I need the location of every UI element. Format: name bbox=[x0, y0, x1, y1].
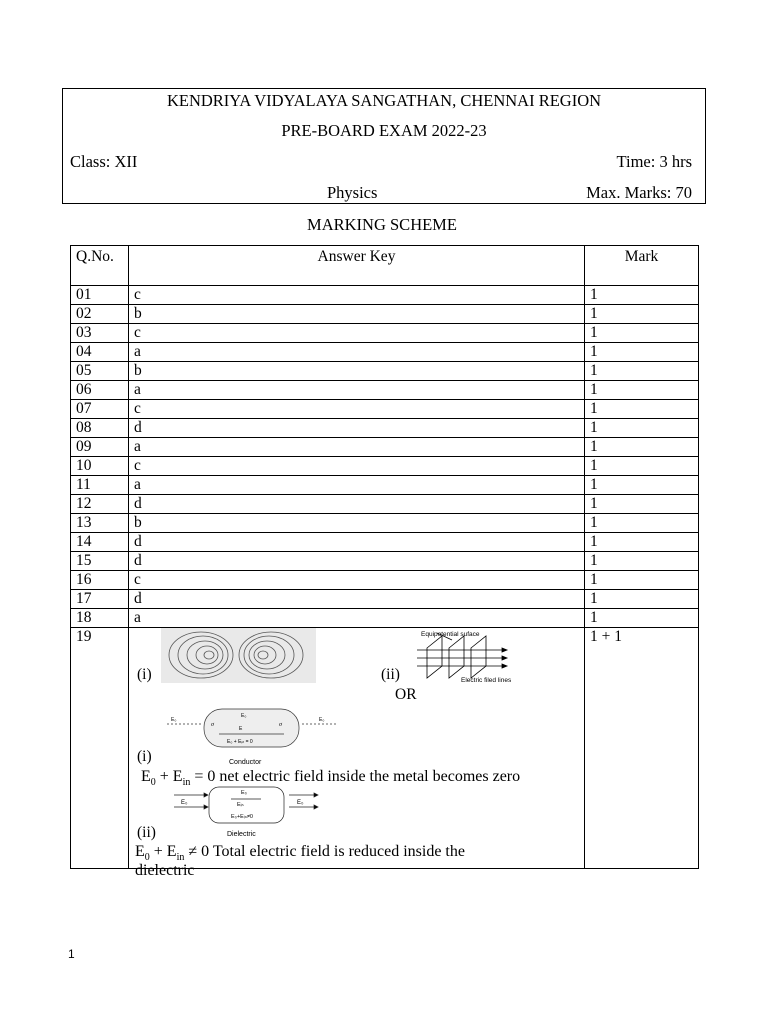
svg-text:E₀ + Eᵢₙ = 0: E₀ + Eᵢₙ = 0 bbox=[227, 739, 253, 745]
svg-text:E₀: E₀ bbox=[241, 790, 247, 796]
dielectric-part-label: (ii) bbox=[137, 824, 156, 841]
table-row bbox=[71, 305, 699, 324]
row-qno: 09 bbox=[71, 438, 129, 457]
marking-scheme-title: MARKING SCHEME bbox=[307, 215, 457, 234]
row-qno: 12 bbox=[71, 495, 129, 514]
q19-part-i-label: (i) bbox=[137, 666, 152, 683]
q19-number: 19 bbox=[71, 628, 129, 869]
table-row bbox=[71, 590, 699, 609]
page-number: 1 bbox=[68, 947, 75, 961]
row-mark: 1 bbox=[585, 609, 699, 628]
row-qno: 11 bbox=[71, 476, 129, 495]
svg-text:E₀: E₀ bbox=[319, 717, 325, 723]
dielectric-eq-rest: ≠ 0 Total electric field is reduced inside the bbox=[188, 843, 465, 860]
conductor-eq-rest: = 0 net electric field inside the metal becomes zero bbox=[194, 768, 521, 785]
class-label: Class: XII bbox=[70, 152, 138, 171]
row-mark: 1 bbox=[585, 476, 699, 495]
svg-text:E₀+Eᵢₙ≠0: E₀+Eᵢₙ≠0 bbox=[231, 814, 253, 820]
row-answer: b bbox=[129, 362, 585, 381]
equipotential-charges-figure bbox=[161, 628, 316, 683]
table-row bbox=[71, 381, 699, 400]
row-mark: 1 bbox=[585, 514, 699, 533]
row-qno: 14 bbox=[71, 533, 129, 552]
row-qno: 18 bbox=[71, 609, 129, 628]
row-mark: 1 bbox=[585, 324, 699, 343]
row-qno: 03 bbox=[71, 324, 129, 343]
row-answer: c bbox=[129, 324, 585, 343]
row-mark: 1 bbox=[585, 457, 699, 476]
equipotential-surface-label: Equipotential suface bbox=[421, 631, 480, 638]
dielectric-figure bbox=[169, 785, 319, 825]
table-row bbox=[71, 571, 699, 590]
row-qno: 17 bbox=[71, 590, 129, 609]
row-answer: c bbox=[129, 286, 585, 305]
table-row bbox=[71, 419, 699, 438]
dielectric-label: Dielectric bbox=[227, 831, 256, 838]
q19-mark: 1 + 1 bbox=[585, 628, 699, 869]
header-qno: Q.No. bbox=[71, 246, 129, 286]
row-qno: 07 bbox=[71, 400, 129, 419]
row-qno: 01 bbox=[71, 286, 129, 305]
conductor-figure bbox=[159, 706, 344, 754]
max-marks-label: Max. Marks: 70 bbox=[586, 183, 692, 202]
svg-text:σ: σ bbox=[211, 722, 214, 728]
q19-answer-cell bbox=[129, 628, 585, 879]
row-qno: 04 bbox=[71, 343, 129, 362]
row-mark: 1 bbox=[585, 343, 699, 362]
row-mark: 1 bbox=[585, 286, 699, 305]
table-row-q19 bbox=[71, 628, 699, 869]
row-answer: a bbox=[129, 343, 585, 362]
row-qno: 13 bbox=[71, 514, 129, 533]
dielectric-equation: $E_0 + E_{in} \ne 0$ Total electric field is reduced inside the bbox=[135, 843, 465, 864]
header-answer-key: Answer Key bbox=[129, 246, 585, 286]
row-answer: a bbox=[129, 381, 585, 400]
svg-text:E₀: E₀ bbox=[181, 800, 188, 806]
field-lines-label: Electric filed lines bbox=[461, 677, 512, 684]
row-answer: d bbox=[129, 495, 585, 514]
table-row bbox=[71, 495, 699, 514]
exam-header-box bbox=[62, 88, 706, 204]
row-mark: 1 bbox=[585, 552, 699, 571]
svg-text:E₀: E₀ bbox=[241, 713, 247, 719]
row-answer: d bbox=[129, 419, 585, 438]
row-mark: 1 bbox=[585, 438, 699, 457]
row-answer: a bbox=[129, 476, 585, 495]
row-mark: 1 bbox=[585, 362, 699, 381]
row-mark: 1 bbox=[585, 495, 699, 514]
table-row bbox=[71, 324, 699, 343]
row-answer: a bbox=[129, 609, 585, 628]
q19-part-ii-label: (ii) bbox=[381, 666, 400, 683]
row-answer: a bbox=[129, 438, 585, 457]
exam-name: PRE-BOARD EXAM 2022-23 bbox=[281, 121, 487, 140]
q19-or-label: OR bbox=[395, 686, 417, 703]
row-qno: 05 bbox=[71, 362, 129, 381]
dielectric-word: dielectric bbox=[135, 862, 195, 879]
row-mark: 1 bbox=[585, 400, 699, 419]
svg-text:E₀: E₀ bbox=[297, 800, 304, 806]
row-qno: 02 bbox=[71, 305, 129, 324]
row-answer: c bbox=[129, 400, 585, 419]
row-mark: 1 bbox=[585, 381, 699, 400]
table-row bbox=[71, 457, 699, 476]
svg-text:Eᵢₙ: Eᵢₙ bbox=[237, 802, 244, 808]
table-row bbox=[71, 438, 699, 457]
row-mark: 1 bbox=[585, 590, 699, 609]
conductor-equation: $E_0 + E_{in} = 0$ net electric field inside the metal becomes zero bbox=[141, 768, 521, 789]
row-mark: 1 bbox=[585, 571, 699, 590]
row-qno: 16 bbox=[71, 571, 129, 590]
conductor-part-label: (i) bbox=[137, 748, 152, 765]
row-answer: b bbox=[129, 305, 585, 324]
time-label: Time: 3 hrs bbox=[616, 152, 692, 171]
org-name: KENDRIYA VIDYALAYA SANGATHAN, CHENNAI REGION bbox=[166, 91, 602, 110]
table-header-row bbox=[71, 246, 699, 286]
svg-text:E: E bbox=[239, 726, 243, 732]
row-answer: d bbox=[129, 533, 585, 552]
row-qno: 10 bbox=[71, 457, 129, 476]
marking-scheme-table bbox=[70, 245, 699, 879]
table-row bbox=[71, 552, 699, 571]
row-mark: 1 bbox=[585, 533, 699, 552]
header-mark: Mark bbox=[585, 246, 699, 286]
row-mark: 1 bbox=[585, 305, 699, 324]
table-row bbox=[71, 400, 699, 419]
table-row bbox=[71, 362, 699, 381]
conductor-label: Conductor bbox=[229, 759, 262, 766]
row-answer: c bbox=[129, 457, 585, 476]
row-qno: 15 bbox=[71, 552, 129, 571]
table-row bbox=[71, 609, 699, 628]
table-row bbox=[71, 533, 699, 552]
table-row bbox=[71, 514, 699, 533]
row-answer: b bbox=[129, 514, 585, 533]
svg-text:E₀: E₀ bbox=[171, 717, 177, 723]
row-qno: 08 bbox=[71, 419, 129, 438]
row-answer: c bbox=[129, 571, 585, 590]
svg-text:σ: σ bbox=[279, 722, 282, 728]
row-qno: 06 bbox=[71, 381, 129, 400]
conductor-eq-e: E bbox=[141, 768, 151, 785]
table-row bbox=[71, 343, 699, 362]
row-mark: 1 bbox=[585, 419, 699, 438]
row-answer: d bbox=[129, 552, 585, 571]
subject-label: Physics bbox=[327, 183, 378, 202]
table-row bbox=[71, 476, 699, 495]
row-answer: d bbox=[129, 590, 585, 609]
table-row bbox=[71, 286, 699, 305]
